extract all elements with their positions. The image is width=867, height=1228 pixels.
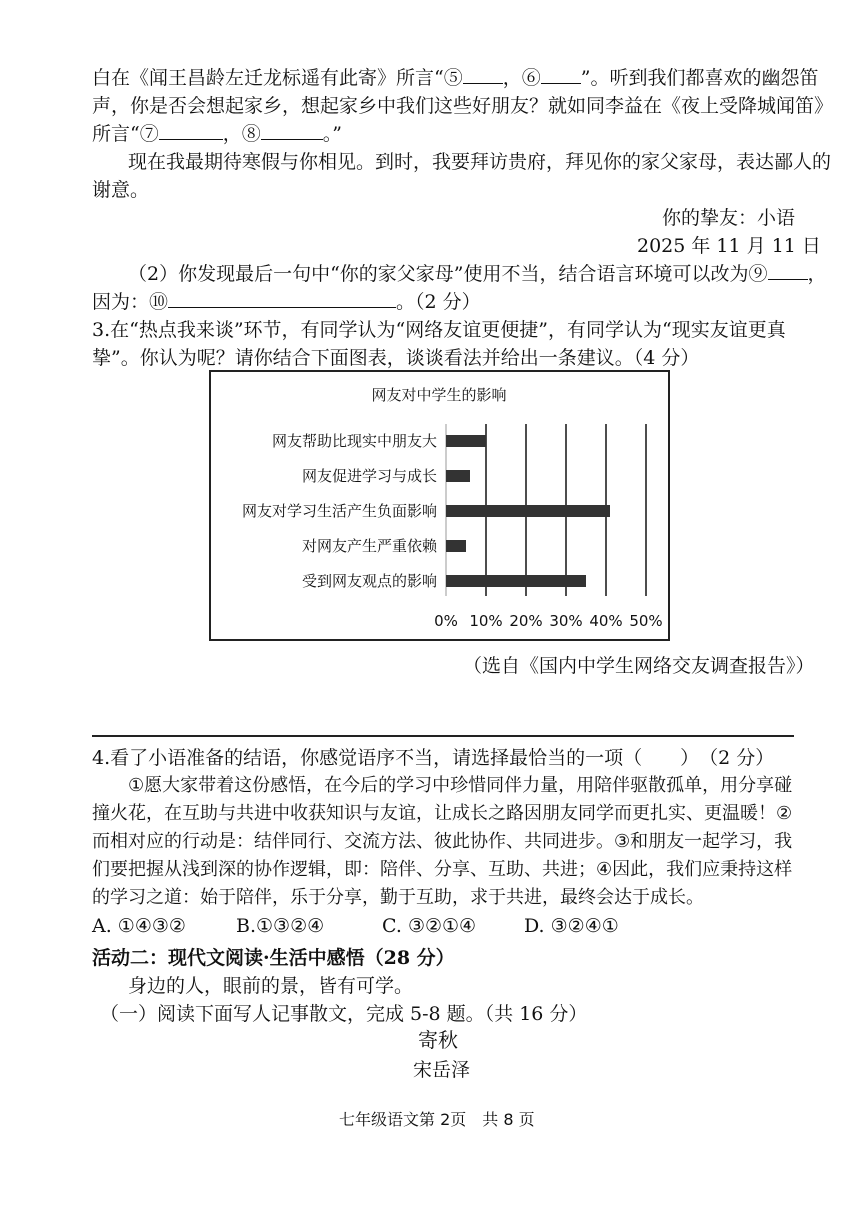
chart-source: （选自《国内中学生网络交友调查报告》） (463, 655, 815, 677)
q4-para-line-2: 撞火花，在互助与共进中收获知识与友谊，让成长之路因朋友同学而更扎实、更温暖！② (92, 803, 793, 824)
blank-9[interactable] (768, 260, 808, 280)
category-label: 对网友产生严重依赖 (301, 537, 437, 555)
option-d[interactable]: D. ③②④① (524, 915, 619, 937)
bar (446, 435, 486, 447)
q4-para-line-5: 的学习之道：始于陪伴，乐于分享，勤于互助，求于共进，最终会达于成长。 (92, 887, 704, 908)
x-tick-label: 50% (629, 612, 663, 630)
letter-date: 2025 年 11 月 11 日 (637, 235, 821, 257)
blank-7[interactable] (159, 120, 223, 140)
letter-line-4: 现在我最期待寒假与你相见。到时，我要拜访贵府，拜见你的家父家母，表达鄙人的 (128, 151, 832, 173)
q2-line-2: 因为：⑩ 。（2 分） (92, 288, 481, 316)
bar (446, 540, 466, 552)
x-tick-label: 0% (434, 612, 458, 630)
q3-line-2: 挚”。你认为呢？请你结合下面图表，谈谈看法并给出一条建议。（4 分） (92, 347, 700, 369)
category-label: 网友促进学习与成长 (301, 467, 437, 485)
category-label: 网友对学习生活产生负面影响 (241, 502, 437, 520)
x-tick-label: 20% (509, 612, 543, 630)
divider (92, 735, 794, 737)
blank-8[interactable] (261, 120, 323, 140)
bar (446, 470, 470, 482)
x-tick-label: 30% (549, 612, 583, 630)
option-a[interactable]: A. ①④③② (92, 915, 186, 937)
q3-line-1: 3.在“热点我来谈”环节，有同学认为“网络友谊更便捷”，有同学认为“现实友谊更真 (92, 319, 786, 341)
category-label: 受到网友观点的影响 (301, 572, 437, 590)
q2-line-1: （2）你发现最后一句中“你的家父家母”使用不当，结合语言环境可以改为⑨ ， (128, 260, 827, 288)
page-footer: 七年级语文第 2页 共 8 页 (339, 1110, 535, 1129)
bar-chart (209, 370, 670, 641)
section-1-heading: （一）阅读下面写人记事散文，完成 5-8 题。（共 16 分） (100, 1003, 588, 1025)
x-tick-label: 40% (589, 612, 623, 630)
essay-title: 寄秋 (418, 1028, 458, 1052)
category-label: 网友帮助比现实中朋友大 (271, 432, 437, 450)
letter-line-1: 白在《闻王昌龄左迁龙标遥有此寄》所言“⑤ ，⑥ ”。听到我们都喜欢的幽怨笛 (92, 64, 818, 92)
activity-2-intro: 身边的人，眼前的景，皆有可学。 (128, 975, 414, 997)
letter-signature: 你的挚友：小语 (662, 207, 796, 229)
x-tick-label: 10% (469, 612, 503, 630)
essay-author: 宋岳泽 (413, 1059, 471, 1081)
q4-para-line-4: 们要把握从浅到深的协作逻辑，即：陪伴、分享、互助、共进；④因此，我们应秉持这样 (92, 859, 793, 880)
bar (446, 505, 610, 517)
blank-6[interactable] (541, 64, 581, 84)
bar (446, 575, 586, 587)
q4-stem: 4.看了小语准备的结语，你感觉语序不当，请选择最恰当的一项（ ） （2 分） (92, 747, 775, 769)
q4-para-line-3: 而相对应的行动是：结伴同行、交流方法、彼此协作、共同进步。③和朋友一起学习，我 (92, 831, 793, 852)
letter-line-2: 声，你是否会想起家乡，想起家乡中我们这些好朋友？就如同李益在《夜上受降城闻笛》 (92, 95, 834, 117)
blank-5[interactable] (463, 64, 503, 84)
q4-para-line-1: ①愿大家带着这份感悟，在今后的学习中珍惜同伴力量，用陪伴驱散孤单，用分享碰 (128, 775, 793, 796)
option-b[interactable]: B.①③②④ (236, 915, 325, 937)
letter-line-5: 谢意。 (92, 179, 150, 201)
option-c[interactable]: C. ③②①④ (382, 915, 477, 937)
activity-2-heading: 活动二：现代文阅读·生活中感悟（28 分） (92, 947, 455, 969)
letter-line-3: 所言“⑦ ，⑧ 。” (92, 120, 342, 148)
chart-title: 网友对中学生的影响 (371, 386, 507, 404)
blank-10[interactable] (168, 288, 396, 308)
